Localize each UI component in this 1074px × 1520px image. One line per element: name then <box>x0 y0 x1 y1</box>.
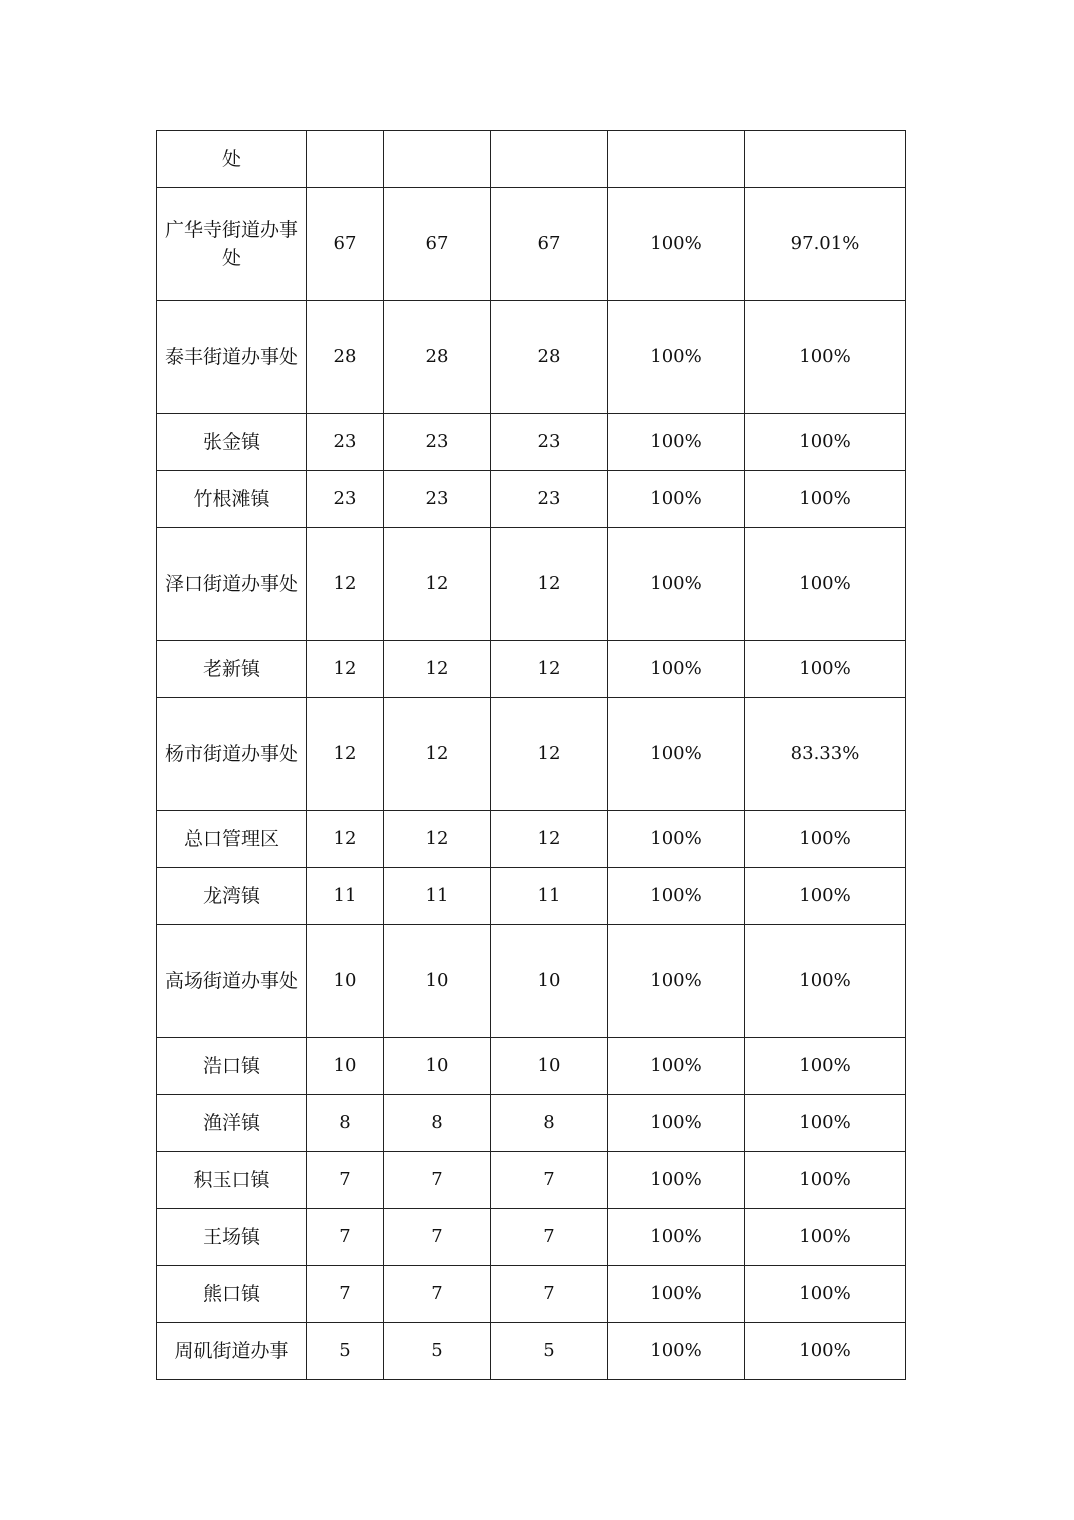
region-name-cell: 熊口镇 <box>157 1266 307 1323</box>
rate-cell-2: 100% <box>745 414 906 471</box>
value-cell-3 <box>491 131 608 188</box>
region-name-cell: 老新镇 <box>157 641 307 698</box>
rate-cell-1: 100% <box>608 1323 745 1380</box>
table-row <box>157 414 906 471</box>
value-cell-1 <box>307 131 384 188</box>
region-name-cell: 杨市街道办事处 <box>157 698 307 811</box>
rate-cell-2: 100% <box>745 1095 906 1152</box>
table-row <box>157 1095 906 1152</box>
value-cell-1: 8 <box>307 1095 384 1152</box>
value-cell-2: 11 <box>384 868 491 925</box>
table-row <box>157 301 906 414</box>
region-name-cell: 龙湾镇 <box>157 868 307 925</box>
value-cell-1: 10 <box>307 1038 384 1095</box>
table-row <box>157 471 906 528</box>
table-row <box>157 811 906 868</box>
rate-cell-1: 100% <box>608 414 745 471</box>
region-name-cell: 王场镇 <box>157 1209 307 1266</box>
region-name-cell: 高场街道办事处 <box>157 925 307 1038</box>
region-name-cell: 积玉口镇 <box>157 1152 307 1209</box>
value-cell-2: 5 <box>384 1323 491 1380</box>
rate-cell-2: 97.01% <box>745 188 906 301</box>
rate-cell-1: 100% <box>608 1266 745 1323</box>
rate-cell-2: 83.33% <box>745 698 906 811</box>
value-cell-1: 11 <box>307 868 384 925</box>
rate-cell-2: 100% <box>745 811 906 868</box>
rate-cell-1: 100% <box>608 1152 745 1209</box>
value-cell-2: 12 <box>384 811 491 868</box>
rate-cell-2: 100% <box>745 1323 906 1380</box>
rate-cell-1: 100% <box>608 1038 745 1095</box>
value-cell-3: 10 <box>491 925 608 1038</box>
rate-cell-1: 100% <box>608 1209 745 1266</box>
value-cell-1: 7 <box>307 1152 384 1209</box>
value-cell-3: 67 <box>491 188 608 301</box>
value-cell-2: 7 <box>384 1209 491 1266</box>
rate-cell-2: 100% <box>745 1038 906 1095</box>
value-cell-3: 5 <box>491 1323 608 1380</box>
rate-cell-1: 100% <box>608 698 745 811</box>
rate-cell-1: 100% <box>608 471 745 528</box>
value-cell-2: 10 <box>384 925 491 1038</box>
value-cell-2: 7 <box>384 1152 491 1209</box>
value-cell-1: 23 <box>307 471 384 528</box>
rate-cell-1: 100% <box>608 868 745 925</box>
table-row <box>157 698 906 811</box>
rate-cell-1: 100% <box>608 811 745 868</box>
statistics-table <box>156 130 906 1380</box>
region-name-cell: 竹根滩镇 <box>157 471 307 528</box>
value-cell-3: 12 <box>491 528 608 641</box>
rate-cell-2: 100% <box>745 1266 906 1323</box>
value-cell-1: 12 <box>307 528 384 641</box>
region-name-cell: 泽口街道办事处 <box>157 528 307 641</box>
rate-cell-2: 100% <box>745 1209 906 1266</box>
value-cell-3: 28 <box>491 301 608 414</box>
rate-cell-2: 100% <box>745 641 906 698</box>
table-row <box>157 1266 906 1323</box>
value-cell-2: 23 <box>384 414 491 471</box>
rate-cell-2: 100% <box>745 1152 906 1209</box>
value-cell-3: 7 <box>491 1209 608 1266</box>
region-name-cell: 张金镇 <box>157 414 307 471</box>
value-cell-3: 12 <box>491 698 608 811</box>
value-cell-3: 12 <box>491 811 608 868</box>
value-cell-2: 12 <box>384 528 491 641</box>
rate-cell-2: 100% <box>745 471 906 528</box>
rate-cell-1 <box>608 131 745 188</box>
region-name-cell: 周矶街道办事 <box>157 1323 307 1380</box>
region-name-cell: 渔洋镇 <box>157 1095 307 1152</box>
value-cell-3: 23 <box>491 414 608 471</box>
value-cell-3: 23 <box>491 471 608 528</box>
rate-cell-1: 100% <box>608 301 745 414</box>
value-cell-1: 67 <box>307 188 384 301</box>
region-name-cell: 总口管理区 <box>157 811 307 868</box>
value-cell-2: 10 <box>384 1038 491 1095</box>
value-cell-3: 7 <box>491 1152 608 1209</box>
table-row <box>157 925 906 1038</box>
value-cell-1: 10 <box>307 925 384 1038</box>
value-cell-3: 11 <box>491 868 608 925</box>
region-name-cell: 广华寺街道办事处 <box>157 188 307 301</box>
table-row <box>157 131 906 188</box>
value-cell-1: 12 <box>307 811 384 868</box>
rate-cell-2: 100% <box>745 868 906 925</box>
value-cell-3: 7 <box>491 1266 608 1323</box>
value-cell-3: 10 <box>491 1038 608 1095</box>
table-row <box>157 641 906 698</box>
region-name-cell: 浩口镇 <box>157 1038 307 1095</box>
rate-cell-1: 100% <box>608 641 745 698</box>
value-cell-2: 8 <box>384 1095 491 1152</box>
value-cell-2: 7 <box>384 1266 491 1323</box>
table-row <box>157 1209 906 1266</box>
table-row <box>157 1038 906 1095</box>
value-cell-2: 12 <box>384 698 491 811</box>
value-cell-2 <box>384 131 491 188</box>
value-cell-2: 28 <box>384 301 491 414</box>
table-row <box>157 188 906 301</box>
rate-cell-2 <box>745 131 906 188</box>
value-cell-1: 23 <box>307 414 384 471</box>
value-cell-2: 67 <box>384 188 491 301</box>
value-cell-1: 7 <box>307 1266 384 1323</box>
value-cell-1: 28 <box>307 301 384 414</box>
rate-cell-1: 100% <box>608 1095 745 1152</box>
table-row <box>157 868 906 925</box>
rate-cell-2: 100% <box>745 925 906 1038</box>
value-cell-1: 12 <box>307 698 384 811</box>
rate-cell-1: 100% <box>608 925 745 1038</box>
table-row <box>157 1323 906 1380</box>
table-row <box>157 528 906 641</box>
value-cell-1: 7 <box>307 1209 384 1266</box>
value-cell-2: 12 <box>384 641 491 698</box>
rate-cell-1: 100% <box>608 188 745 301</box>
rate-cell-1: 100% <box>608 528 745 641</box>
rate-cell-2: 100% <box>745 301 906 414</box>
value-cell-3: 8 <box>491 1095 608 1152</box>
region-name-cell: 泰丰街道办事处 <box>157 301 307 414</box>
value-cell-2: 23 <box>384 471 491 528</box>
value-cell-3: 12 <box>491 641 608 698</box>
value-cell-1: 5 <box>307 1323 384 1380</box>
rate-cell-2: 100% <box>745 528 906 641</box>
table-row <box>157 1152 906 1209</box>
value-cell-1: 12 <box>307 641 384 698</box>
region-name-cell: 处 <box>157 131 307 188</box>
